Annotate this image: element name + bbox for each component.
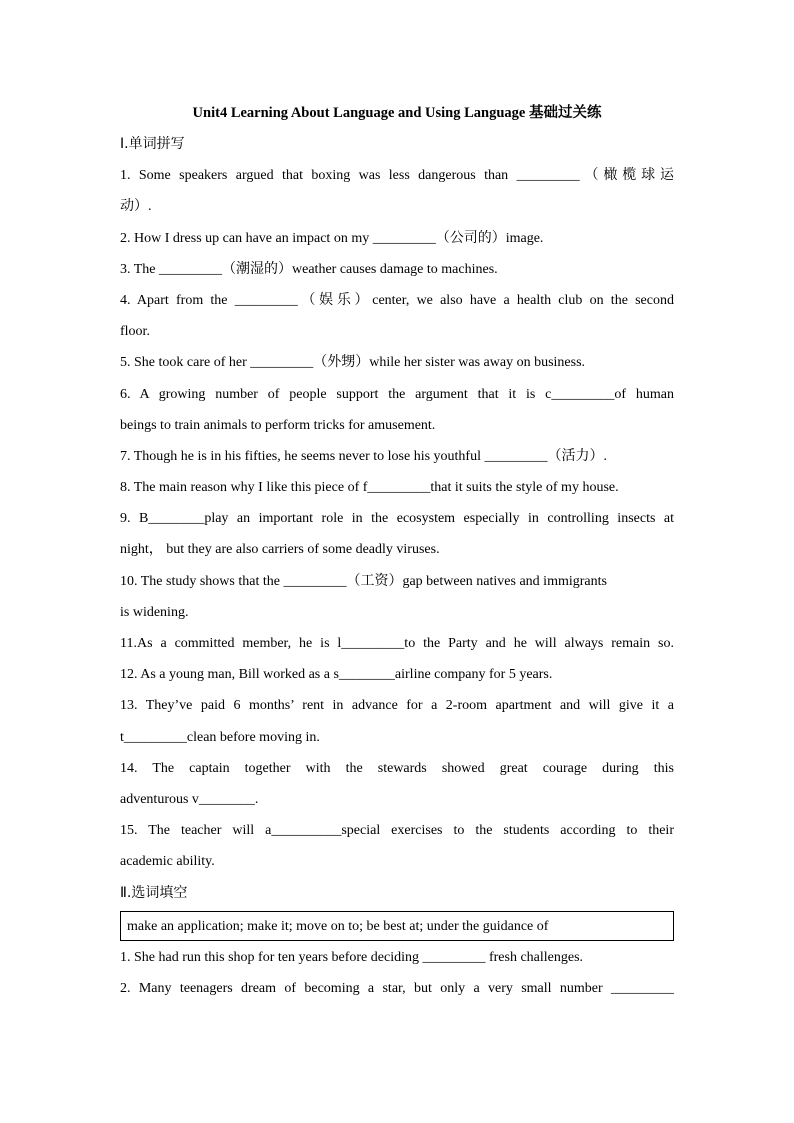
question-line: 9. B________play an important role in the ecosystem especially in controlling insects at (120, 511, 674, 527)
question-line: beings to train animals to perform tricks for amusement. (120, 417, 436, 433)
question-line: night， but they are also carriers of some deadly viruses. (120, 542, 440, 558)
question-line: 14. The captain together with the stewards showed great courage during this (120, 760, 674, 776)
question-line: 6. A growing number of people support the argument that it is c_________of human (120, 386, 674, 402)
question-line: 11.As a committed member, he is l_________to the Party and he will always remain so. (120, 636, 674, 651)
question-line: 7. Though he is in his fifties, he seems never to lose his youthful _________（活力）. (120, 448, 607, 464)
question-line: 3. The _________（潮湿的）weather causes damage to machines. (120, 261, 498, 277)
question-line: 8. The main reason why I like this piece of f_________that it suits the style of my house. (120, 480, 619, 496)
question-line: academic ability. (120, 854, 215, 870)
question-line: 2. Many teenagers dream of becoming a star, but only a very small number _________ (120, 980, 674, 996)
question-line: 10. The study shows that the _________（工资）gap between natives and immigrants (120, 573, 607, 589)
word-bank-box: make an application; make it; move on to; be best at; under the guidance of (120, 911, 674, 941)
section-heading-spelling: I.单词拼写 (120, 136, 185, 152)
question-line: 15. The teacher will a__________special exercises to the students according to their (120, 823, 674, 839)
worksheet-body (120, 129, 674, 1004)
question-line: adventurous v________. (120, 791, 259, 807)
section-heading-word-choice: Ⅱ.选词填空 (120, 884, 188, 901)
question-line: 5. She took care of her _________（外甥）while her sister was away on business. (120, 355, 586, 371)
question-line: t_________clean before moving in. (120, 729, 320, 745)
worksheet-title: Unit4 Learning About Language and Using Language 基础过关练 (192, 105, 602, 121)
question-line: 1. Some speakers argued that boxing was less dangerous than _________（橄榄球运 (120, 168, 674, 184)
question-line: 动）. (120, 199, 152, 215)
question-line: floor. (120, 324, 150, 340)
question-line: is widening. (120, 604, 189, 620)
question-line: 4. Apart from the _________（娱乐）center, we also have a health club on the second (120, 292, 674, 308)
question-line: 13. They’ve paid 6 months’ rent in advance for a 2-room apartment and will give it a (120, 698, 674, 714)
question-line: 1. She had run this shop for ten years before deciding _________ fresh challenges. (120, 949, 584, 965)
question-line: 2. How I dress up can have an impact on my _________（公司的）image. (120, 230, 544, 246)
question-line: 12. As a young man, Bill worked as a s________airline company for 5 years. (120, 667, 553, 683)
